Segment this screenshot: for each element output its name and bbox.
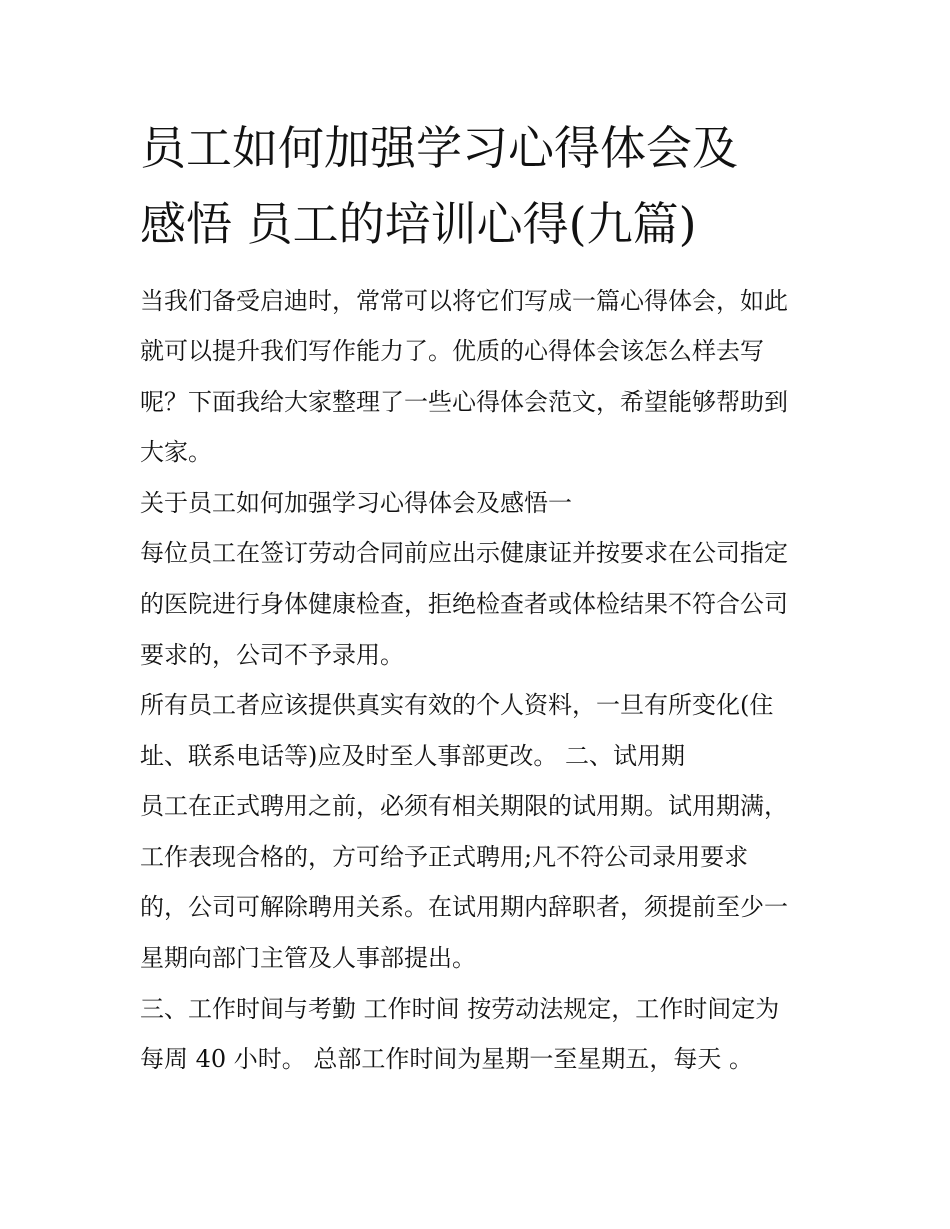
body-line-12: 工作表现合格的，方可给予正式聘用;凡不符公司录用要求	[140, 843, 749, 871]
section-heading-1: 关于员工如何加强学习心得体会及感悟一	[140, 489, 572, 517]
body-line-11: 员工在正式聘用之前，必须有相关期限的试用期。试用期满，	[140, 792, 788, 820]
body-line-2: 就可以提升我们写作能力了。优质的心得体会该怎么样去写	[140, 337, 764, 365]
body-line-16: 每周 40 小时。 总部工作时间为星期一至星期五，每天 。	[140, 1045, 754, 1073]
body-line-6: 每位员工在签订劳动合同前应出示健康证并按要求在公司指定	[140, 539, 788, 567]
document-title	[140, 110, 820, 262]
document-page	[140, 0, 820, 1229]
body-line-7: 的医院进行身体健康检查，拒绝检查者或体检结果不符合公司	[140, 590, 788, 618]
body-line-4: 大家。	[140, 438, 212, 466]
title-line-2: 感悟 员工的培训心得(九篇)	[140, 197, 697, 251]
title-line-1: 员工如何加强学习心得体会及	[140, 121, 738, 175]
body-line-14: 星期向部门主管及人事部提出。	[140, 944, 476, 972]
body-line-10: 址、联系电话等)应及时至人事部更改。 二、试用期	[140, 742, 685, 770]
body-line-13: 的，公司可解除聘用关系。在试用期内辞职者，须提前至少一	[140, 893, 788, 921]
body-line-9: 所有员工者应该提供真实有效的个人资料，一旦有所变化(住	[140, 691, 774, 719]
body-line-3: 呢？下面我给大家整理了一些心得体会范文，希望能够帮助到	[140, 388, 788, 416]
body-line-15: 三、工作时间与考勤 工作时间 按劳动法规定，工作时间定为	[140, 995, 780, 1023]
body-line-1: 当我们备受启迪时，常常可以将它们写成一篇心得体会，如此	[140, 287, 788, 315]
body-line-8: 要求的，公司不予录用。	[140, 641, 404, 669]
